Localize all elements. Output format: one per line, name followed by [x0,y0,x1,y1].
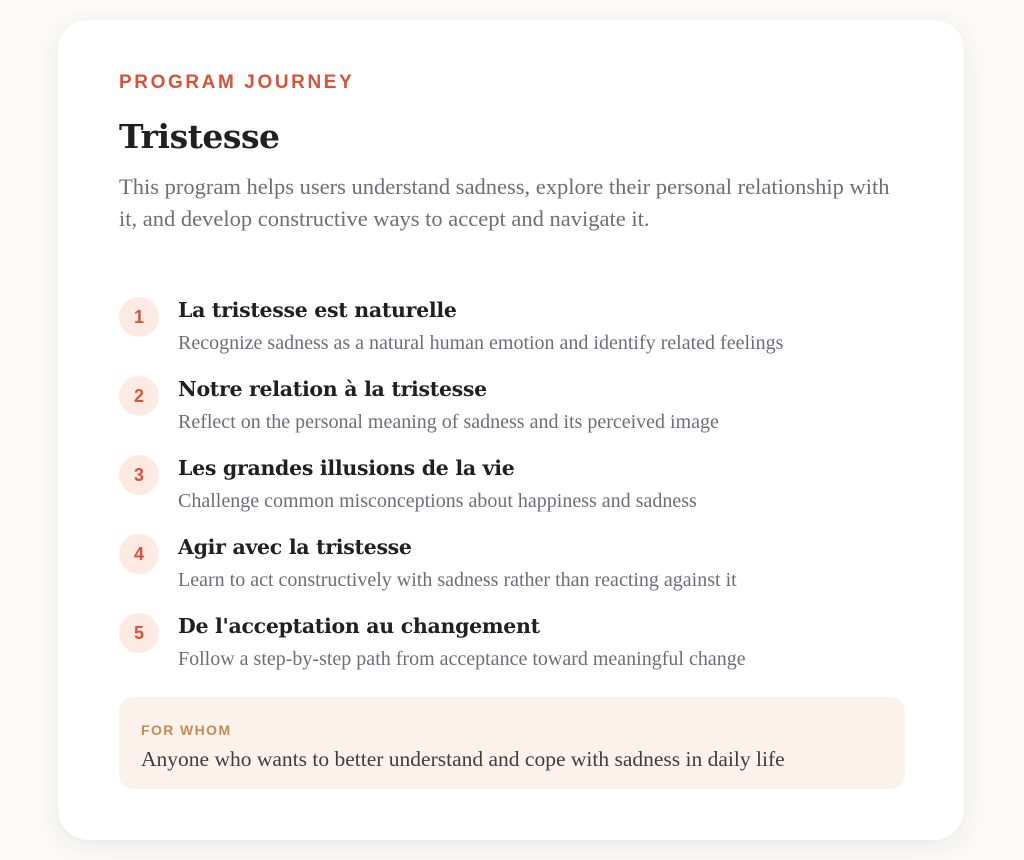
step-description: Follow a step-by-step path from acceptance toward meaningful change [178,648,746,670]
step-number-badge: 2 [119,376,159,416]
step-number-badge: 3 [119,455,159,495]
journey-step [119,375,909,454]
program-description: This program helps users understand sadness, explore their personal relationship with it, and develop constructive ways to accept and navigate it. [119,174,890,231]
program-title: Tristesse [119,117,280,156]
step-number-badge: 5 [119,613,159,653]
step-title: De l'acceptation au changement [178,614,540,638]
journey-step [119,296,909,375]
step-number-badge: 4 [119,534,159,574]
journey-steps-list [119,296,909,691]
audience-label: FOR WHOM [141,722,232,738]
step-description: Learn to act constructively with sadness rather than reacting against it [178,569,737,591]
journey-step [119,533,909,612]
section-eyebrow: PROGRAM JOURNEY [119,72,355,93]
step-title: Notre relation à la tristesse [178,377,487,401]
step-title: La tristesse est naturelle [178,298,457,322]
step-description: Reflect on the personal meaning of sadness and its perceived image [178,411,719,433]
step-number-badge: 1 [119,297,159,337]
step-title: Agir avec la tristesse [178,535,412,559]
journey-step [119,612,909,691]
step-title: Les grandes illusions de la vie [178,456,515,480]
step-description: Recognize sadness as a natural human emotion and identify related feelings [178,332,784,354]
step-description: Challenge common misconceptions about happiness and sadness [178,490,697,512]
journey-step [119,454,909,533]
audience-text: Anyone who wants to better understand and cope with sadness in daily life [141,747,785,771]
audience-callout [119,697,905,789]
program-journey-card [58,20,964,840]
